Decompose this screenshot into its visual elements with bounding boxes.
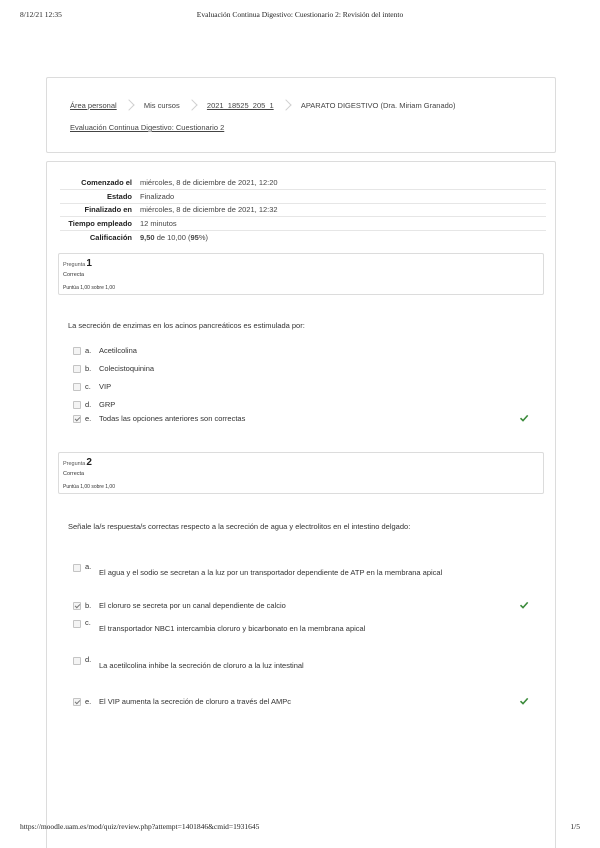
summary-row xyxy=(60,176,546,190)
question-number-value: 2 xyxy=(86,457,92,468)
correct-check-icon xyxy=(519,696,529,706)
option-text: Todas las opciones anteriores son correctas xyxy=(99,414,246,423)
option-letter: c. xyxy=(85,618,91,627)
question-text: La secreción de enzimas en los acinos pancreáticos es estimulada por: xyxy=(68,321,305,330)
checkbox[interactable] xyxy=(73,383,81,391)
checkbox[interactable] xyxy=(73,657,81,665)
checkbox-checked[interactable] xyxy=(73,698,81,706)
option-letter: d. xyxy=(85,655,92,664)
summary-row xyxy=(60,217,546,231)
option-text: GRP xyxy=(99,400,116,409)
question-number xyxy=(63,258,92,269)
summary-value: Finalizado xyxy=(140,190,546,204)
breadcrumb-course-name[interactable]: APARATO DIGESTIVO (Dra. Miriam Granado) xyxy=(300,100,456,110)
question-info-1 xyxy=(58,253,544,295)
grade-mid: de 10,00 ( xyxy=(154,232,191,242)
checkbox[interactable] xyxy=(73,620,81,628)
breadcrumb-mis-cursos[interactable]: Mis cursos xyxy=(143,100,180,110)
question-grade: Puntúa 1,00 sobre 1,00 xyxy=(63,484,115,490)
question-prefix: Pregunta xyxy=(63,461,86,467)
grade-percent: 95 xyxy=(190,232,199,242)
checkbox[interactable] xyxy=(73,347,81,355)
question-text: Señale la/s respuesta/s correctas respecto a la secreción de agua y electrolitos en el intestino delgado: xyxy=(68,522,411,531)
question-state: Correcta xyxy=(63,272,85,278)
breadcrumb-card xyxy=(46,77,556,153)
breadcrumb-quiz-link[interactable]: Evaluación Continua Digestivo: Cuestionario 2 xyxy=(70,123,225,132)
option-text: El VIP aumenta la secreción de cloruro a través del AMPc xyxy=(99,697,292,706)
correct-check-icon xyxy=(519,413,529,423)
summary-value: miércoles, 8 de diciembre de 2021, 12:20 xyxy=(140,178,278,188)
option-letter: b. xyxy=(85,364,92,373)
breadcrumb-separator-icon xyxy=(284,99,289,111)
option-letter: e. xyxy=(85,414,92,423)
option-text: Colecistoquinina xyxy=(99,364,155,373)
summary-label: Tiempo empleado xyxy=(60,217,140,231)
option-text: Acetilcolina xyxy=(99,346,137,355)
summary-value: 12 minutos xyxy=(140,217,546,231)
grade-score: 9,50 xyxy=(140,232,155,242)
summary-label: Comenzado el xyxy=(81,178,132,188)
summary-label: Estado xyxy=(60,190,140,204)
print-date: 8/12/21 12:35 xyxy=(20,10,62,19)
option-text: VIP xyxy=(99,382,112,391)
summary-row xyxy=(60,190,546,204)
question-state: Correcta xyxy=(63,471,85,477)
option-text: El cloruro se secreta por un canal dependiente de calcio xyxy=(99,601,286,610)
option-letter: a. xyxy=(85,562,92,571)
print-footer xyxy=(20,822,580,834)
option-text: El transportador NBC1 intercambia cloruro y bicarbonato en la membrana apical xyxy=(99,624,366,633)
summary-label: Finalizado en xyxy=(60,203,140,217)
question-grade: Puntúa 1,00 sobre 1,00 xyxy=(63,285,115,291)
question-info-2 xyxy=(58,452,544,494)
grade-value xyxy=(140,230,546,244)
question-prefix: Pregunta xyxy=(63,262,86,268)
question-number xyxy=(63,457,92,468)
breadcrumb-area-personal[interactable]: Área personal xyxy=(70,100,117,110)
print-page-count: 1/5 xyxy=(570,822,580,831)
option-letter: a. xyxy=(85,346,92,355)
grade-end: %) xyxy=(198,232,208,242)
breadcrumb-separator-icon xyxy=(127,99,132,111)
print-url: https://moodle.uam.es/mod/quiz/review.php?attempt=1401846&cmid=1931645 xyxy=(20,822,260,831)
option-letter: c. xyxy=(85,382,91,391)
option-letter: e. xyxy=(85,697,92,706)
checkbox-checked[interactable] xyxy=(73,602,81,610)
correct-check-icon xyxy=(519,600,529,610)
checkbox[interactable] xyxy=(73,564,81,572)
grade-label: Calificación xyxy=(60,230,140,244)
print-title: Evaluación Continua Digestivo: Cuestionario 2: Revisión del intento xyxy=(196,10,404,19)
option-text: El agua y el sodio se secretan a la luz por un transportador dependiente de ATP en la membrana apical xyxy=(99,568,443,577)
breadcrumb-separator-icon xyxy=(190,99,195,111)
option-text: La acetilcolina inhibe la secreción de cloruro a la luz intestinal xyxy=(99,661,304,670)
summary-row-grade xyxy=(60,230,546,244)
checkbox[interactable] xyxy=(73,365,81,373)
attempt-summary-table xyxy=(60,176,546,244)
checkbox-checked[interactable] xyxy=(73,415,81,423)
summary-row xyxy=(60,203,546,217)
breadcrumb-course-code[interactable]: 2021_18525_205_1 xyxy=(206,100,274,110)
checkbox[interactable] xyxy=(73,401,81,409)
breadcrumb xyxy=(70,99,455,111)
option-letter: b. xyxy=(85,601,92,610)
summary-value: miércoles, 8 de diciembre de 2021, 12:32 xyxy=(140,203,546,217)
question-number-value: 1 xyxy=(86,258,92,269)
option-letter: d. xyxy=(85,400,92,409)
print-header xyxy=(20,10,580,22)
